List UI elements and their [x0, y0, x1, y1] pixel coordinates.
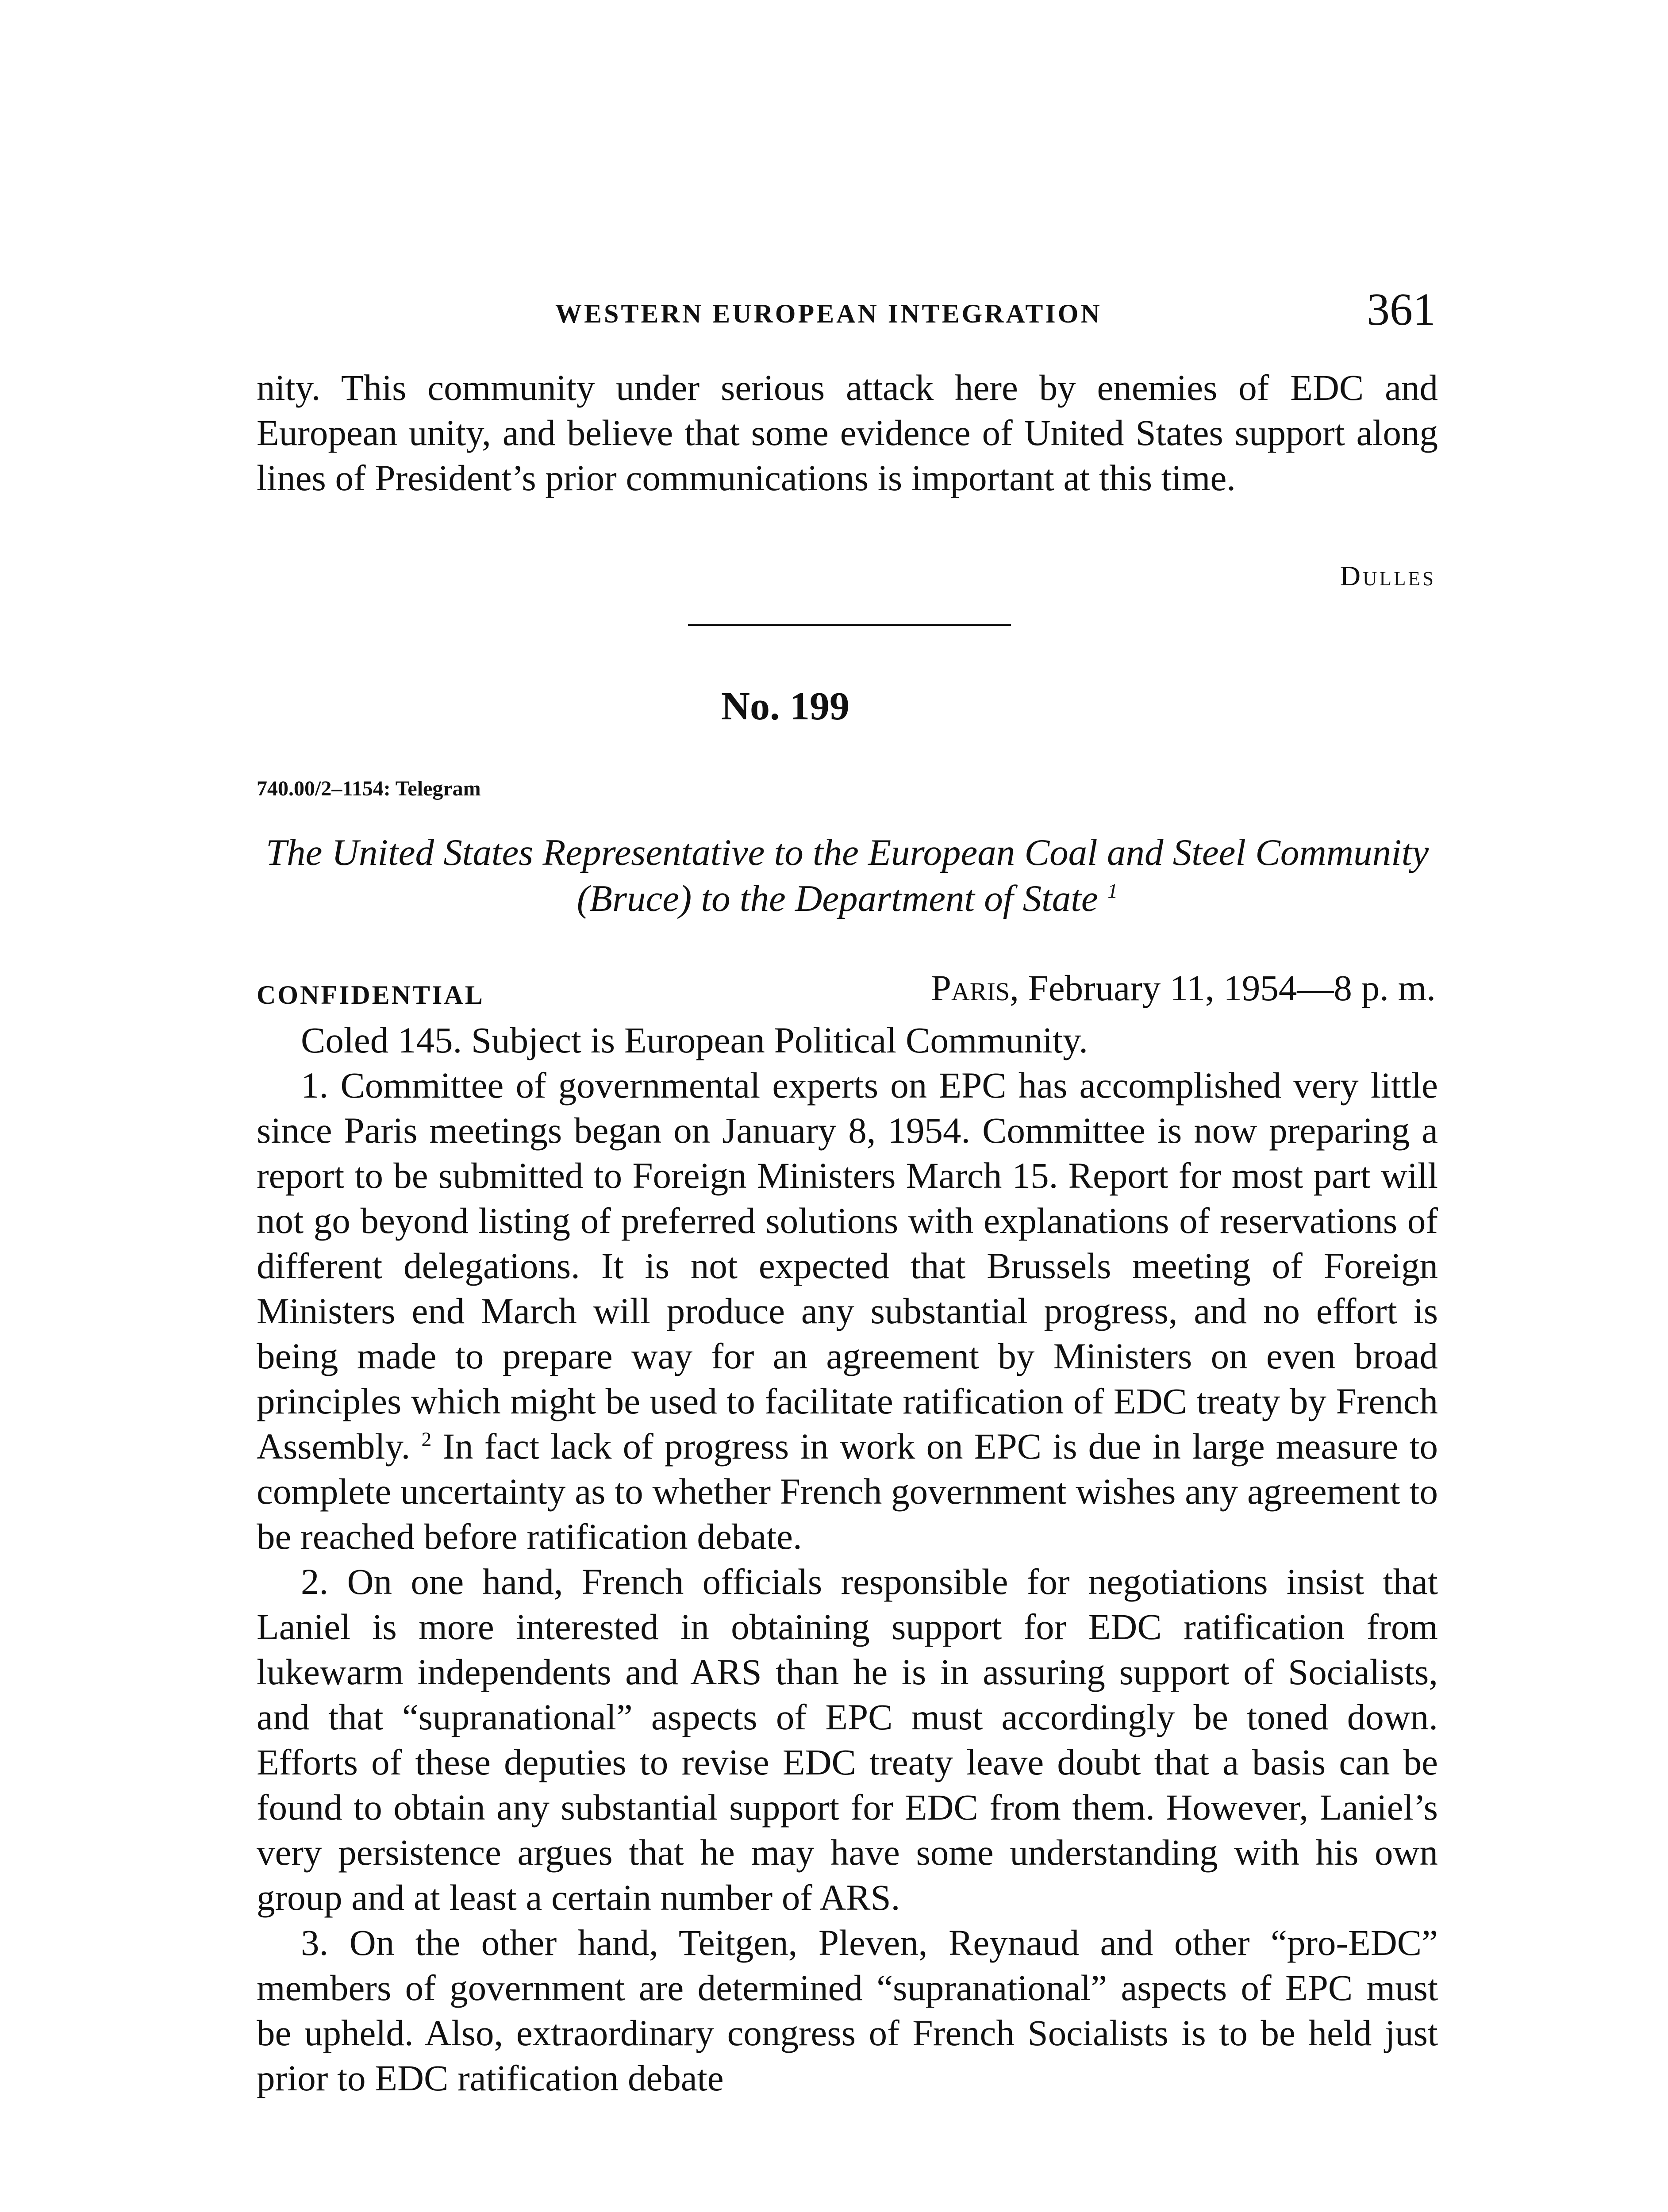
paragraph-1-continued: In fact lack of progress in work on EPC is due in large measure to complete uncertainty as to whether French government wishes any agreement to be reached before ratification debate. — [257, 1426, 1438, 1557]
footnote-ref: 2 — [421, 1428, 432, 1451]
continuation-text — [257, 365, 1438, 500]
place-date — [931, 967, 1436, 1009]
document-title-text: The United States Representative to the European Coal and Steel Community (Bruce) to the Department of State — [265, 832, 1429, 919]
paragraph-1 — [257, 1063, 1438, 1559]
document-title — [257, 830, 1438, 922]
document-number: No. 199 — [721, 684, 849, 728]
paragraph-1-text: 1. Committee of governmental experts on EPC has accomplished very little since Paris meetings began on January 8, 1954. Committee is now preparing a report to be submitted to Foreign Ministers March 15. Report for most part will not go beyond listing of preferred solutions with explanations of reservations of different delegations. It is not expected that Brussels meeting of Foreign Ministers end March will produce any substantial progress, and no effort is being made to prepare way for an agreement by Ministers on even broad principles which might be used to facilitate ratification of EDC treaty by French Assembly. — [257, 1065, 1438, 1467]
paragraph-2: 2. On one hand, French officials responsible for negotiations insist that Laniel is more interested in obtaining support for EDC ratification from lukewarm independents and ARS than he is in assuring support of Socialists, and that “supranational” aspects of EPC must accordingly be toned down. Efforts of these deputies to revise EDC treaty leave doubt that a basis can be found to obtain any substantial support for EDC from them. However, Laniel’s very persistence argues that he may have some understanding with his own group and at least a certain number of ARS. — [257, 1561, 1438, 1918]
running-header: WESTERN EUROPEAN INTEGRATION — [555, 299, 1102, 328]
telegram-body — [257, 1018, 1438, 2101]
signature: Dulles — [1340, 560, 1436, 591]
subject-line: Coled 145. Subject is European Political Community. — [301, 1020, 1088, 1060]
continuation-paragraph: nity. This community under serious attack here by enemies of EDC and European unity, and believe that some evidence of United States support along lines of President’s prior communications is important at this time. — [257, 367, 1438, 498]
page-number: 361 — [1367, 284, 1436, 335]
date: , February 11, 1954—8 p. m. — [1010, 968, 1436, 1008]
classification-label: CONFIDENTIAL — [257, 980, 484, 1010]
paragraph-3: 3. On the other hand, Teitgen, Pleven, Reynaud and other “pro-EDC” members of government are determined “supranational” aspects of EPC must be upheld. Also, extraordinary congress of French Socialists is to be held just prior to EDC ratification debate — [257, 1922, 1438, 2098]
footnote-ref: 1 — [1107, 879, 1118, 903]
separator-rule — [688, 624, 1011, 626]
file-reference: 740.00/2–1154: Telegram — [257, 777, 481, 800]
place: Paris — [930, 968, 1010, 1008]
